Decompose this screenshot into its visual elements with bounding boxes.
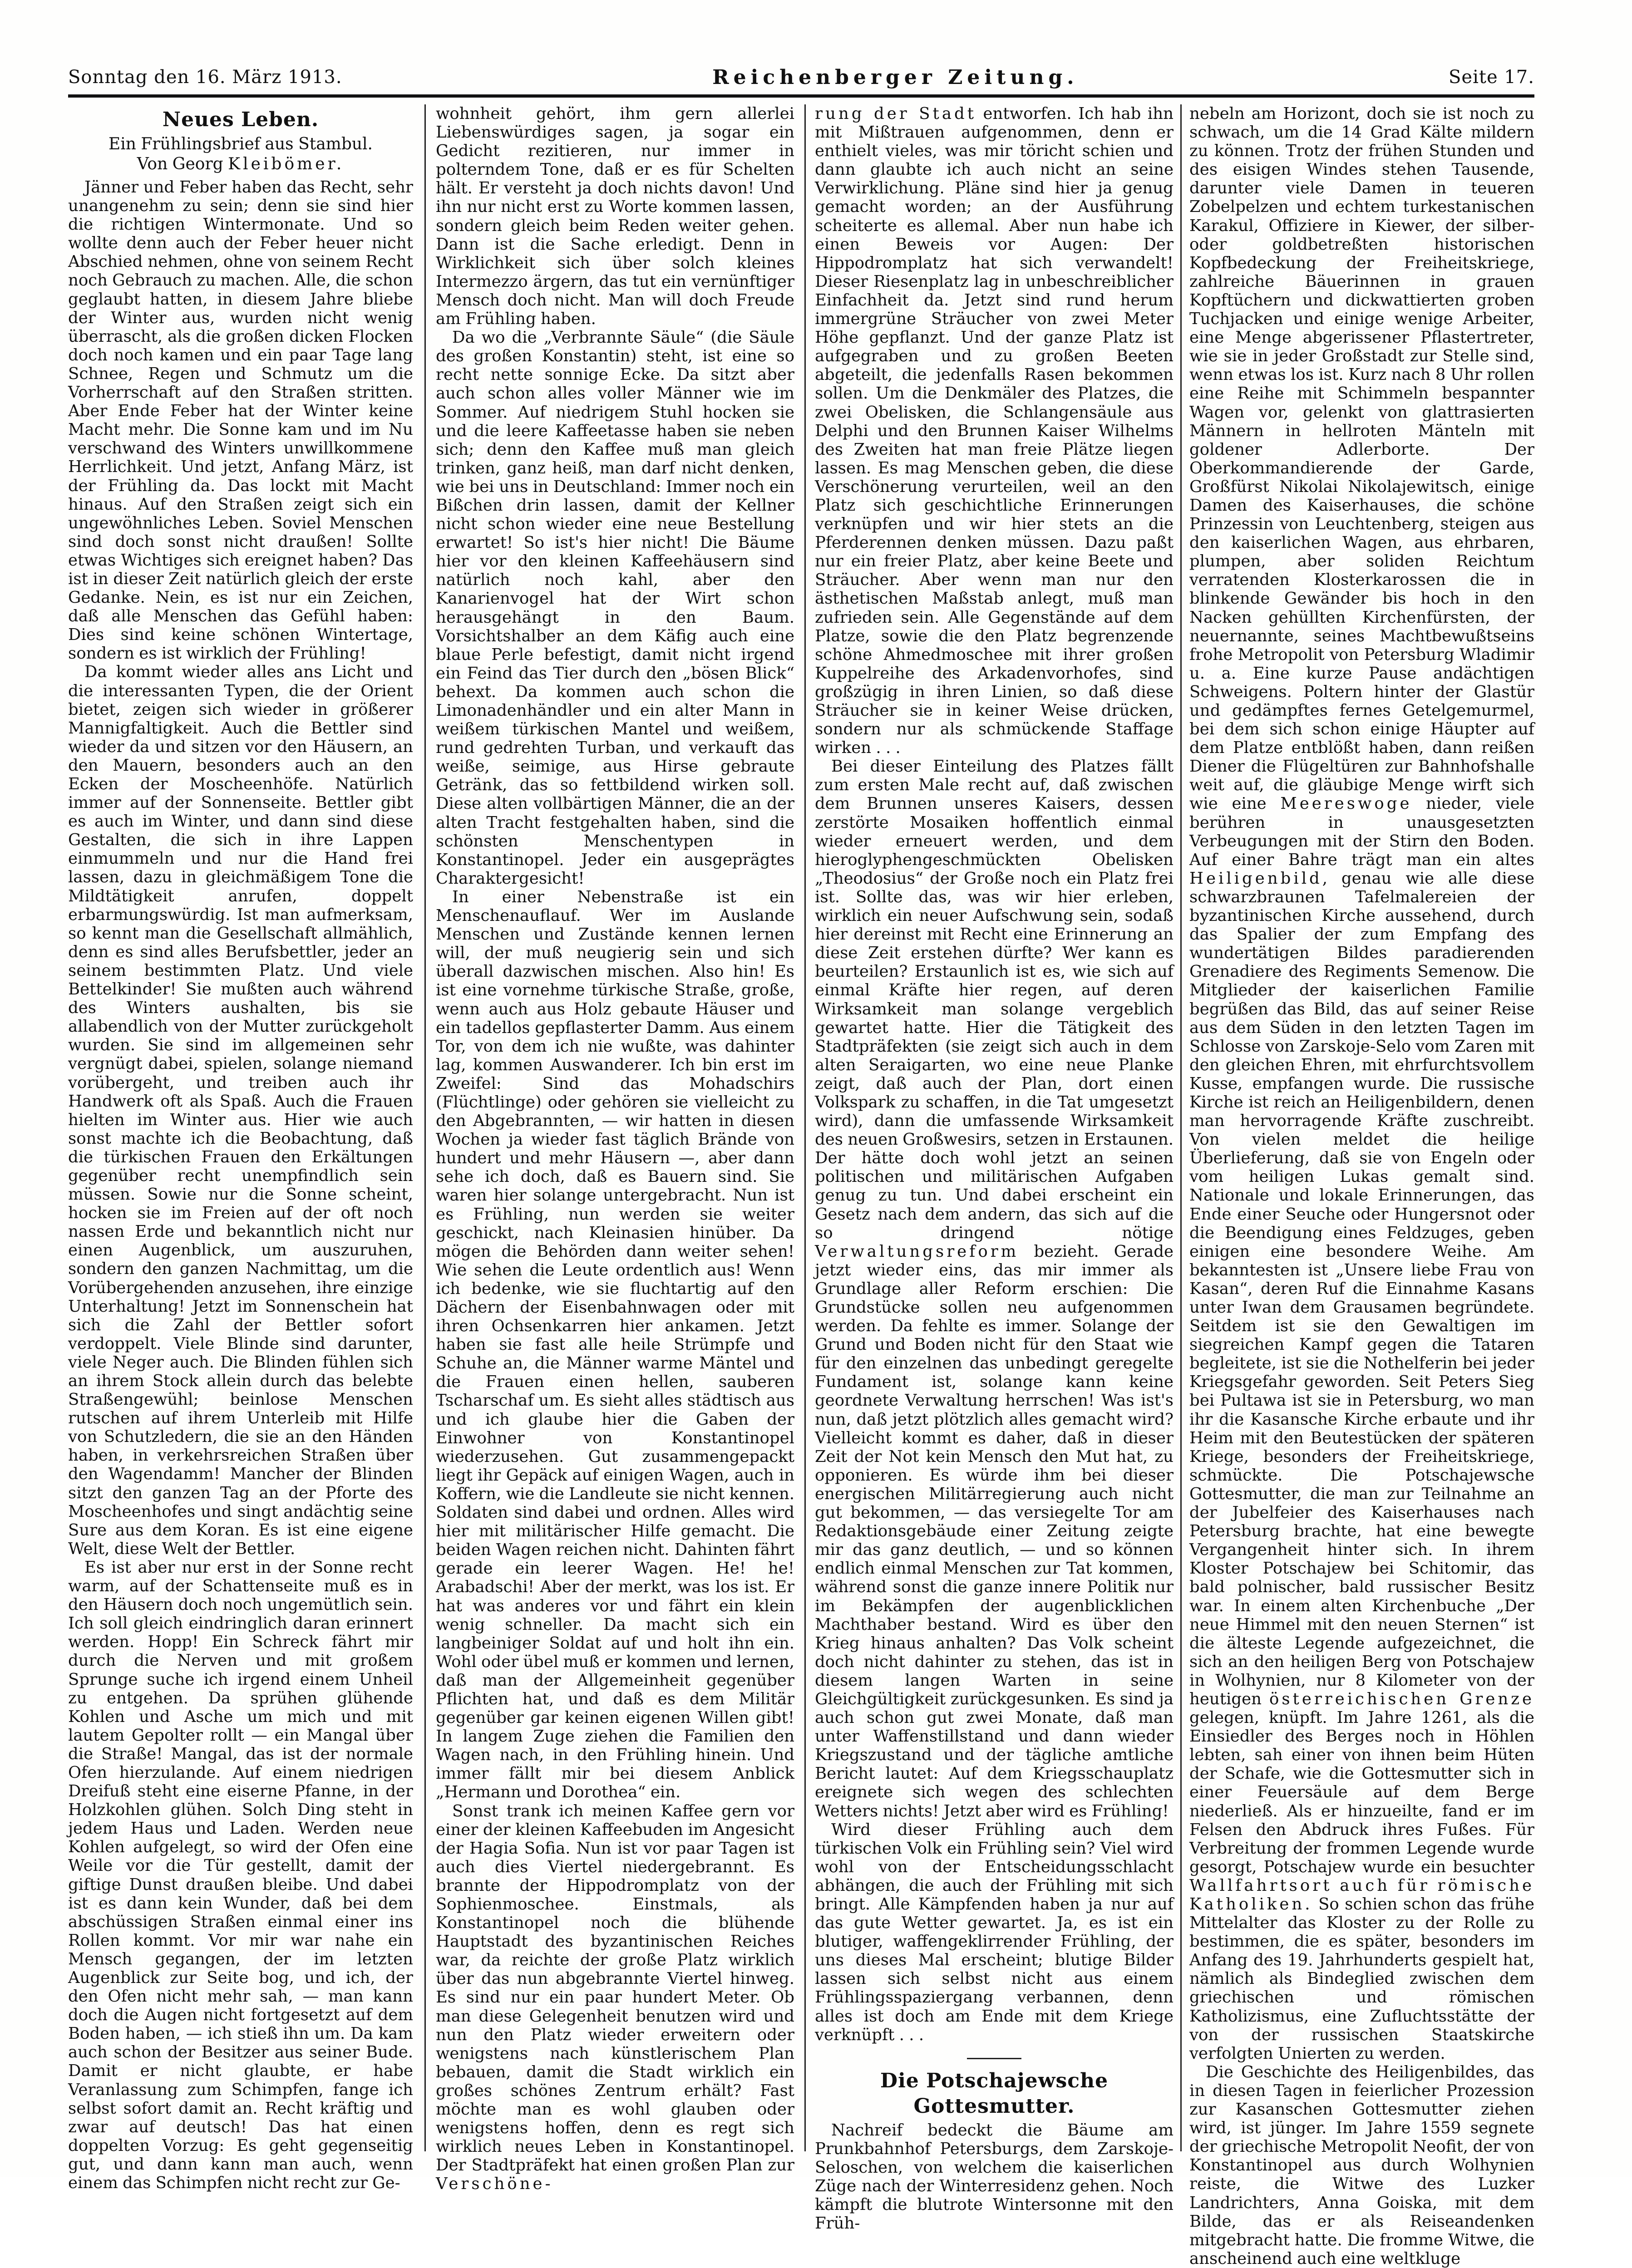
spaced-word: rung der Stadt (815, 104, 976, 123)
paragraph: Jänner und Feber haben das Recht, sehr unangenehm zu sein; denn sie sind hier die richtigen Wintermonate. Und so wollte denn auch der Feber heuer nicht Abschied nehmen, ohne von seinem Recht noch Gebrauch zu machen. Alle, die schon geglaubt hatten, in diesem Jahre bliebe der Winter aus, wurden nicht wenig überrascht, als die großen dicken Flocken doch noch kamen und ein paar Tage lang Schnee, Regen und Schmutz um die Vorherrschaft auf den Straßen stritten. Aber Ende Feber hat der Winter keine Macht mehr. Die Sonne kam und im Nu verschwand des Winters unwillkommene Herrlichkeit. Und jetzt, Anfang März, ist der Frühling da. Das lockt mit Macht hinaus. Auf den Straßen zeigt sich ein ungewöhnliches Leben. Soviel Menschen sind doch sonst nicht draußen! Sollte etwas Wichtiges sich ereignet haben? Das ist in dieser Zeit natürlich gleich der erste Gedanke. Nein, es ist nur ein Zeichen, daß alle Menschen das Gefühl haben: Dies sind keine schönen Wintertage, sondern es ist wirklich der Frühling! (68, 178, 413, 663)
issue-date: Sonntag den 16. März 1913. (68, 67, 342, 88)
paragraph-text: Bei dieser Einteilung des Platzes fällt zum ersten Male recht auf, daß zwischen dem Brunnen unseres Kaisers, dessen zerstörte Mosaiken hoffentlich einmal wieder erneuert werden, und dem hieroglyphengeschmückten Obelisken „Theodosius“ der Große noch ein Platz frei ist. Sollte das, was wir hier erleben, wirklich ein neuer Aufschwung sein, sodaß hier dereinst mit Recht eine Erinnerung an diese Zeit erstehen dürfte? Wer kann es beurteilen? Erstaunlich ist es, wie sich auf einmal Kräfte hier regen, auf deren Wirksamkeit man solange vergeblich gewartet hatte. Hier die Tätigkeit des Stadtpräfekten (sie zeigt sich auch in dem alten Seraigarten, wo eine neue Planke zeigt, daß auch der Plan, dort einen Volkspark zu schaffen, in die Tat umgesetzt wird), dann die umfassende Wirksamkeit des neuen Großwesirs, setzen in Erstaunen. Der hätte doch wohl jetzt an seinen politischen und militärischen Aufgaben genug zu tun. Und dabei erscheint ein Gesetz nach dem andern, das sich auf die so dringend nötige (815, 757, 1173, 1242)
spaced-word: Heiligenbild (1189, 869, 1322, 888)
page-header (68, 59, 1534, 95)
paragraph: Es ist aber nur erst in der Sonne recht warm, auf der Schattenseite muß es in den Häusern doch noch ungemütlich sein. Ich soll gleich eindringlich daran erinnert werden. Hopp! Ein Schreck fährt mir durch die Nerven und mit großem Sprunge suche ich irgend einem Unheil zu entgehen. Da sprühen glühende Kohlen und Asche um mich und mit lautem Gepolter rollt — ein Mangal über die Straße! Mangal, das ist der normale Ofen hierzulande. Auf einem niedrigen Dreifuß steht eine eiserne Pfanne, in der Holzkohlen glühen. Solch Ding steht in jedem Haus und Laden. Werden neue Kohlen aufgelegt, so wird der Ofen eine Weile vor die Tür gestellt, damit der giftige Dunst draußen bleibe. Und dabei ist es dann kein Wunder, daß bei dem abschüssigen Straßen einmal einer ins Rollen kommt. Vor mir war nahe ein Mensch gegangen, der im letzten Augenblick zur Seite bog, und ich, der den Ofen nicht mehr sah, — man kann doch die Augen nicht fortgesetzt auf dem Boden haben, — ich stieß ihn um. Da kam auch schon der Besitzer aus seiner Bude. Damit er nicht glaubte, er habe Veranlassung zum Schimpfen, fange ich selbst sofort damit an. Recht kräftig und zwar auf deutsch! Das hat einen doppelten Vorzug: Es geht gegenseitig gut, und dann kann man auch, wenn einem das Schimpfen nicht recht zur Ge- (68, 1558, 413, 2193)
paragraph: Die Geschichte des Heiligenbildes, das in diesen Tagen in feierlicher Prozession zur Kasanschen Gottesmutter ziehen wird, ist jünger. Im Jahre 1559 segnete der griechische Metropolit Neofit, der von Konstantinopel aus durch Wolhynien reiste, die Witwe des Luzker Landrichters, Anna Goiska, mit dem Bilde, das er als Reiseandenken mitgebracht hatte. Die fromme Witwe, die anscheinend auch eine weltkluge (1189, 2062, 1534, 2268)
paragraph-text: nieder, viele berühren in unausgesetzten Verbeugungen mit der Stirn den Boden. Auf einer Bahre trägt man ein altes (1189, 794, 1534, 869)
paragraph (815, 757, 1173, 1820)
author-name: Kleibömer. (228, 155, 345, 173)
column-4 (1189, 104, 1534, 2268)
paragraph (436, 1802, 794, 2194)
spaced-word: österreichischen Grenze (1269, 1689, 1534, 1708)
column-divider (424, 104, 426, 2151)
article-title: Die Potschajewsche Gottesmutter. (880, 2069, 1109, 2118)
column-divider (804, 104, 806, 2151)
article-subtitle: Ein Frühlingsbrief aus Stambul. (108, 135, 373, 153)
paragraph-text: gelegen, knüpft. Im Jahre 1261, als die Einsiedler des Berges noch in Höhlen lebten, sah einer von ihnen beim Hüten der Schafe, wie die Gottesmutter sich in einer Feuersäule auf dem Berge niederließ. Als er hinzueilte, fand er im Felsen den Abdruck ihres Fußes. Für Verbreitung der frommen Legende wurde gesorgt, Potschajew wurde ein besuchter (1189, 1708, 1534, 1876)
article-title: Neues Leben. (162, 108, 319, 131)
spaced-word: Verschöne- (436, 2175, 553, 2194)
paragraph-text: bezieht. Gerade jetzt wieder eins, das mir immer als Grundlage aller Reform erschien: Die Grundstücke sollen neu aufgenommen werden. Da fehlte es immer. Solange der Grund und Boden nicht für den Staat wie für den einzelnen das unbedingt geregelte Fundament ist, solange kann keine geordnete Verwaltung herrschen! Was ist's nun, daß jetzt plötzlich alles gemacht wird? Vielleicht kommt es daher, daß in dieser Zeit der Not kein Mensch den Mut hat, zu opponieren. Es würde ihm bei dieser energischen Militärregierung auch nicht gut bekommen, — das versiegelte Tor am Redaktionsgebäude einer Zeitung zeigte mir das ganz deutlich, — und so können endlich einmal Menschen zur Tat kommen, während sonst die ganze innere Politik nur im Bekämpfen der augenblicklichen Machthaber bestand. Wird es über den Krieg hinaus anhalten? Das Volk scheint doch nicht dahinter zu stehen, das ist in diesem langen Warten in seine Gleichgültigkeit zurückgesunken. Es sind ja auch schon gut zwei Monate, daß man unter Waffenstillstand und dann wieder Kriegszustand und der tägliche amtliche Bericht lautet: Auf dem Kriegsschauplatz ereignete sich wegen des schlechten Wetters nichts! Jetzt aber wird es Frühling! (815, 1242, 1173, 1820)
paragraph-text: , genau wie alle diese schwarzbraunen Tafelmalereien der byzantinischen Kirche aussehend, durch das Spalier der zum Empfang des wundertätigen Bildes paradierenden Grenadiere des Regiments Semenow. Die Mitglieder der kaiserlichen Familie begrüßen das Bild, das auf seiner Reise aus dem Süden in den letzten Tagen im Schlosse von Zarskoje-Selo vom Zaren mit den gleichen Ehren, mit ehrfurchtsvollem Kusse, empfangen wurde. Die russische Kirche ist reich an Heiligenbildern, denen man hervorragende Kräfte zuschreibt. Von vielen meldet die heilige Überlieferung, daß sie von Engeln oder vom heiligen Lukas gemalt sind. Nationale und lokale Erinnerungen, das Ende einer Seuche oder Hungersnot oder die Beendigung eines Feldzuges, geben einigen eine besondere Weihe. Am bekanntesten ist „Unsere liebe Frau von Kasan“, deren Ruf die Einnahme Kasans unter Iwan dem Grausamen begründete. Seitdem ist sie den Gewaltigen im siegreichen Kampf gegen die Tataren begleitete, ist sie die Nothelferin bei jeder Kriegsgefahr geworden. Seit Peters Sieg bei Pultawa ist sie in Petersburg, wo man ihr die Kasansche Kirche erbaute und ihr Heim mit den Beutestücken der späteren Kriege, besonders der Freiheitskriege, schmückte. Die Potschajewsche Gottesmutter, die man zur Teilnahme an der Jubelfeier des Kaiserhauses nach Petersburg brachte, hat eine bewegte Vergangenheit hinter sich. In ihrem Kloster Potschajew bei Schitomir, das bald polnischer, bald russischer Besitz war. In einem alten Kirchenbuche „Der neue Himmel mit den neuen Sternen“ ist die älteste Legende aufgezeichnet, die sich an den heiligen Berg von Potschajew in Wolhynien, nur 8 Kilometer von der heutigen (1189, 869, 1534, 1708)
paragraph: Da wo die „Verbrannte Säule“ (die Säule des großen Konstantin) steht, ist eine so recht nette sonnige Ecke. Da sitzt aber auch schon alles voller Männer wie im Sommer. Auf niedrigem Stuhl hocken sie und die leere Kaffeetasse haben sie neben sich; denn den Kaffee muß man gleich trinken, ganz heiß, man darf nicht denken, wie bei uns in Deutschland: Immer noch ein Bißchen drin lassen, damit der Kellner nicht schon wieder eine neue Bestellung erwartet! So ist's hier nicht! Die Bäume hier vor den kleinen Kaffeehäusern sind natürlich noch kahl, aber den Kanarienvogel hat der Wirt schon herausgehängt in den Baum. Vorsichtshalber an dem Käfig auch eine blaue Perle befestigt, damit nicht irgend ein Feind das Tier durch den „bösen Blick“ behext. Da kommen auch schon die Limonadenhändler und ein alter Mann in weißem türkischen Mantel und weißem, rund gedrehten Turban, und verkauft das weiße, seimige, aus Hirse gebraute Getränk, das so fettbildend wirken soll. Diese alten vollbärtigen Männer, die an der alten Tracht festgehalten haben, sind die schönsten Menschentypen in Konstantinopel. Jeder ein ausgeprägtes Charaktergesicht! (436, 328, 794, 888)
paragraph: Da kommt wieder alles ans Licht und die interessanten Typen, die der Orient bietet, zeigen sich wieder in größerer Mannigfaltigkeit. Auch die Bettler sind wieder da und sitzen vor den Häusern, an den Mauern, besonders auch an den Ecken der Moscheenhöfe. Natürlich immer auf der Sonnenseite. Bettler gibt es auch im Winter, und dann sind diese Gestalten, die sich in ihre Lappen einmummeln und nur die Hand frei lassen, dazu in gleichmäßigem Tone die Mildtätigkeit anrufen, doppelt erbarmungswürdig. Ist man aufmerksam, so kennt man die Gesellschaft allmählich, denn es sind alles Berufsbettler, jeder an seinem bestimmten Platz. Und viele Bettelkinder! Sie mußten auch während des Winters aushalten, bis sie allabendlich von der Mutter zurückgeholt wurden. Sie sind im allgemeinen sehr vergnügt dabei, spielen, solange niemand vorübergeht, und treiben auch ihr Handwerk oft als Spaß. Auch die Frauen hielten im Winter aus. Hier wie auch sonst machte ich die Beobachtung, daß die türkischen Frauen den Erkältungen gegenüber recht unempfindlich sein müssen. Sowie nur die Sonne scheint, hocken sie im Freien auf der oft noch nassen Erde und bekanntlich nicht nur einen Augenblick, um auszuruhen, sondern den ganzen Nachmittag, um die Vorübergehenden anzusehen, ihre einzige Unterhaltung! Jetzt im Sonnenschein hat sich die Zahl der Bettler sofort verdoppelt. Viele Blinde sind darunter, viele Neger auch. Die Blinden fühlen sich an ihrem Stock allein durch das belebte Straßengewühl; beinlose Menschen rutschen auf ihrem Unterleib mit Hilfe von Schutzledern, die sie an den Händen haben, in verkehrsreichen Straßen über den Wagendamm! Mancher der Blinden sitzt den ganzen Tag an der Pforte des Moscheenhofes und singt andächtig seine Sure aus dem Koran. Es ist eine eigene Welt, diese Welt der Bettler. (68, 663, 413, 1558)
paragraph (815, 104, 1173, 757)
paragraph: Wird dieser Frühling auch dem türkischen Volk ein Frühling sein? Viel wird wohl von der Entscheidungsschlacht abhängen, die auch der Frühling mit sich bringt. Alle Kämpfenden haben ja nur auf das gute Wetter gewartet. Ja, es ist ein blutiger, waffengeklirrender Frühling, der uns dieses Mal erscheint; blutige Bilder lassen sich selbst nicht aus einem Frühlingsspaziergang verbannen, denn alles ist doch am Ende mit dem Kriege verknüpft . . . (815, 1820, 1173, 2044)
spaced-word: Verwaltungsreform (815, 1242, 1019, 1261)
paragraph (1189, 104, 1534, 2063)
spaced-word: Wallfahrtsort auch für römische Katholiken. (1189, 1876, 1534, 1914)
article-separator (967, 2058, 1021, 2059)
paragraph: In einer Nebenstraße ist ein Menschenauflauf. Wer im Auslande Menschen und Zustände kennen lernen will, der muß neugierig sein und sich überall dazwischen mischen. Also hin! Es ist eine vornehme türkische Straße, große, wenn auch aus Holz gebaute Häuser und ein tadellos gepflasterter Damm. Aus einem Tor, von dem ich nie wußte, was dahinter lag, kommen Auswanderer. Ich bin erst im Zweifel: Sind das Mohadschirs (Flüchtlinge) oder gehören sie vielleicht zu den Abgebrannten, — wir hatten in diesen Wochen ja wieder fast täglich Brände von hundert und mehr Häusern —, aber dann sehe ich doch, daß es Bauern sind. Sie waren hier solange untergebracht. Nun ist es Frühling, nun werden sie weiter geschickt, nach Kleinasien hinüber. Da mögen die Behörden dann weiter sehen! Wie sehen die Leute ordentlich aus! Wenn ich bedenke, wie sie fluchtartig auf den Dächern der Eisenbahnwagen oder mit ihren Ochsenkarren hier ankamen. Jetzt haben sie fast alle heile Strümpfe und Schuhe an, die Männer warme Mäntel und die Frauen einen hellen, sauberen Tscharschaf um. Es sieht alles städtisch aus und ich glaube hier die Gaben der Einwohner von Konstantinopel wiederzusehen. Gut zusammengepackt liegt ihr Gepäck auf einigen Wagen, auch in Koffern, wie die Landleute sie nicht kennen. Soldaten sind dabei und ordnen. Alles wird hier mit militärischer Hilfe gemacht. Die beiden Wagen reichen nicht. Dahinten fährt gerade ein leerer Wagen. He! he! Arabadschi! Aber der merkt, was los ist. Er hat was anderes vor und fährt ein klein wenig schneller. Da macht sich ein langbeiniger Soldat auf und holt ihn ein. Wohl oder übel muß er kommen und lernen, daß man der Allgemeinheit gegenüber Pflichten hat, und daß es dem Militär gegenüber gar keinen eigenen Willen gibt! In langem Zuge ziehen die Familien den Wagen nach, in den Frühling hinein. Und immer fällt mir bei diesem Anblick „Hermann und Dorothea“ ein. (436, 887, 794, 1802)
column-1 (68, 104, 413, 2193)
paragraph: Nachreif bedeckt die Bäume am Prunkbahnhof Petersburgs, dem Zarskoje-Seloschen, von welchem die kaiserlichen Züge nach der Winterresidenz gehen. Noch kämpft die blutrote Wintersonne mit den Früh- (815, 2120, 1173, 2233)
paragraph: wohnheit gehört, ihm gern allerlei Liebenswürdiges sagen, ja sogar ein Gedicht rezitieren, nur immer in polterndem Tone, daß er es für Schelten hält. Er versteht ja doch nichts davon! Und ihn nur nicht erst zu Worte kommen lassen, sondern gleich beim Reden weiter gehen. Dann ist die Sache erledigt. Denn in Wirklichkeit sich über solch kleines Intermezzo ärgern, das tut ein vernünftiger Mensch doch nicht. Man will doch Freude am Frühling haben. (436, 104, 794, 329)
page-number: Seite 17. (1449, 67, 1534, 88)
header-rule (68, 94, 1534, 98)
paragraph-text: nebeln am Horizont, doch sie ist noch zu schwach, um die 14 Grad Kälte mildern zu können. Trotz der frühen Stunden und des eisigen Windes stehen Tausende, darunter viele Damen in teueren Zobelpelzen und echtem turkestanischen Karakul, Offiziere in Kiewer, der silber- oder goldbetreßten historischen Kopfbedeckung der Freiheitskriege, zahlreiche Bäuerinnen in grauen Kopftüchern und dickwattierten groben Tuchjacken und einige wenige Arbeiter, eine Menge abgerissener Pflastertreter, wie sie in jeder Großstadt zur Stelle sind, wenn etwas los ist. Kurz nach 8 Uhr rollen eine Reihe mit Schimmeln bespannter Wagen vor, gelenkt von glattrasierten Männern in hellroten Mänteln mit goldener Adlerborte. Der Oberkommandierende der Garde, Großfürst Nikolai Nikolajewitsch, einige Damen des Kaiserhauses, die schöne Prinzessin von Leuchtenberg, steigen aus den kaiserlichen Wagen, aus ehrbaren, plumpen, aber soliden Reichtum verratenden Klosterkarossen die in blinkende Gewänder bis hoch in den Nacken gehüllten Kirchenfürsten, der neuernannte, seines Machtbewußtseins frohe Metropolit von Petersburg Wladimir u. a. Eine kurze Pause andächtigen Schweigens. Poltern hinter der Glastür und gedämpftes fernes Getelgemurmel, bei dem sich schon einige Häupter auf dem Platze entblößt haben, dann reißen Diener die Flügeltüren zur Bahnhofshalle weit auf, die gläubige Menge wirft sich wie eine (1189, 104, 1534, 813)
author-prefix: Von Georg (137, 155, 223, 173)
column-3 (815, 104, 1173, 2233)
article-author (68, 154, 413, 174)
paragraph-text: Sonst trank ich meinen Kaffee gern vor einer der kleinen Kaffeebuden im Angesicht der Hagia Sofia. Nun ist vor paar Tagen ist auch dies Viertel niedergebrannt. Es brannte der Hippodromplatz von der Sophienmoschee. Einstmals, als Konstantinopel noch die blühende Hauptstadt des byzantinischen Reiches war, da reichte der große Platz wirklich über das nun abgebrannte Viertel hinweg. Es sind nur ein paar hundert Meter. Ob man diese Gelegenheit benutzen wird und nun den Platz wieder erweitern oder wenigstens nach künstlerischem Plan bebauen, damit die Stadt wirklich ein großes schönes Zentrum erhält? Fast möchte man es wohl glauben oder wenigstens hoffen, denn es regt sich wirklich neues Leben in Konstantinopel. Der Stadtpräfekt hat einen großen Plan zur (436, 1801, 794, 2175)
column-2 (436, 104, 794, 2194)
masthead: Reichenberger Zeitung. (712, 65, 1079, 89)
column-divider (1180, 104, 1182, 2151)
paragraph-text: entworfen. Ich hab ihn mit Mißtrauen aufgenommen, denn er enthielt vieles, was mir töricht schien und dann glaubte ich auch nicht an seine Verwirklichung. Pläne sind hier ja genug gemacht worden; an der Ausführung scheiterte es allemal. Aber nun habe ich einen Beweis vor Augen: Der Hippodromplatz hat sich verwandelt! Dieser Riesenplatz lag in unbeschreiblicher Einfachheit da. Jetzt sind rund herum immergrüne Sträucher von zwei Meter Höhe gepflanzt. Und der ganze Platz ist aufgegraben und zu großen Beeten abgeteilt, die jedenfalls Rasen bekommen sollen. Um die Denkmäler des Platzes, die zwei Obelisken, die Schlangensäule aus Delphi und den Brunnen Kaiser Wilhelms des Zweiten hat man freie Plätze liegen lassen. Es mag Menschen geben, die diese Verschönerung verurteilen, weil an den Platz sich geschichtliche Erinnerungen verknüpfen und wir hier stets an die Pferderennen denken müssen. Dazu paßt nur ein freier Platz, aber keine Beete und Sträucher. Aber wenn man nur den ästhetischen Maßstab anlegt, muß man zufrieden sein. Alle Gegenstände auf dem Platze, sowie die den Platz begrenzende schöne Ahmedmoschee mit ihrer großen Kuppelreihe des Arkadenvorhofes, sind großzügig in ihren Linien, so daß diese Sträucher sie in keiner Weise drücken, sondern nur als schmückende Staffage wirken . . . (815, 104, 1173, 758)
spaced-word: Meereswoge (1280, 794, 1412, 813)
paragraph-text: So schien schon das frühe Mittelalter das Kloster zu der Rolle zu bestimmen, die es später, besonders im Anfang des 19. Jahrhunderts gespielt hat, nämlich als Bindeglied zwischen dem griechischen und römischen Katholizismus, eine Zufluchtsstätte der von der russischen Staatskirche verfolgten Unierten zu werden. (1189, 1895, 1534, 2063)
